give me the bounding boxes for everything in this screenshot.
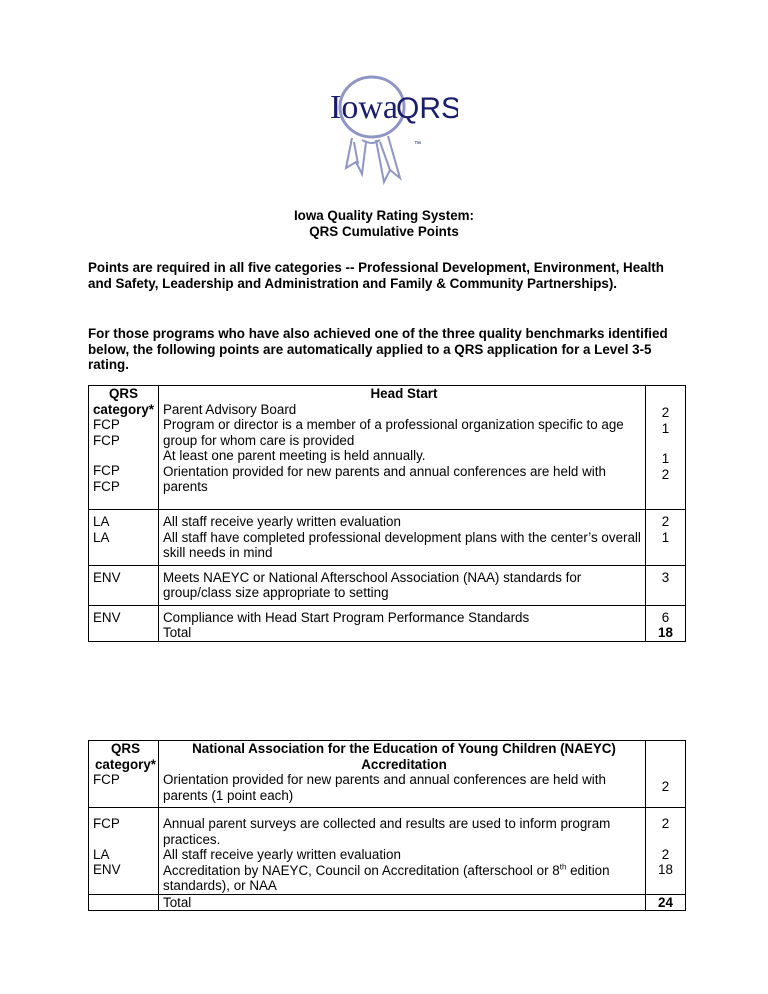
iowa-qrs-logo bbox=[318, 70, 458, 200]
table-row bbox=[89, 894, 686, 911]
title-line-1: Iowa Quality Rating System: bbox=[293, 208, 475, 223]
category-value: LA bbox=[93, 846, 110, 862]
points-value: 1 bbox=[661, 451, 670, 466]
category-value: ENV bbox=[93, 862, 121, 877]
table-row bbox=[89, 605, 686, 641]
table-title: Head Start bbox=[370, 386, 438, 401]
criteria-cell: Meets NAEYC or National Afterschool Association (NAA) standards for group/class size appropriate to setting bbox=[159, 565, 646, 605]
intro-paragraph-1: Points are required in all five categories -- Professional Development, Environment, Health and Safety, Leadership and Administration and Family & Community Partnerships). bbox=[88, 260, 664, 291]
points-value: 2 bbox=[661, 466, 670, 482]
criteria-item: Parent Advisory Board bbox=[163, 401, 297, 417]
ordinal-suffix: th bbox=[559, 862, 567, 872]
points-cell bbox=[646, 510, 686, 566]
category-value: FCP bbox=[93, 772, 120, 787]
points-cell bbox=[646, 741, 686, 808]
criteria-cell bbox=[159, 605, 646, 641]
category-cell bbox=[89, 808, 159, 895]
criteria-cell bbox=[159, 808, 646, 895]
criteria-text: edition standards), or NAA bbox=[163, 862, 610, 893]
points-value: 2 bbox=[661, 405, 670, 420]
table-header-row bbox=[89, 741, 686, 808]
table-title-line-1: National Association for the Education of Young Children (NAEYC) bbox=[192, 741, 616, 756]
points-value: 1 bbox=[661, 420, 670, 436]
category-cell bbox=[89, 510, 159, 566]
criteria-item: Annual parent surveys are collected and results are used to inform program practices. bbox=[163, 816, 611, 847]
points-value: 2 bbox=[661, 846, 670, 862]
category-cell: FCP bbox=[93, 417, 120, 432]
criteria-item: Orientation provided for new parents and annual conferences are held with parents bbox=[163, 463, 606, 494]
criteria-item: Program or director is a member of a professional organization specific to age group for whom care is provided bbox=[163, 417, 624, 448]
category-value: LA bbox=[93, 529, 110, 545]
table-row bbox=[89, 808, 686, 895]
intro-paragraph-2: For those programs who have also achieved one of the three quality benchmarks identified below, the following points are automatically applied to a QRS application for a Level 3-5 rating. bbox=[88, 326, 668, 372]
category-cell: FCP bbox=[93, 432, 120, 448]
category-value: ENV bbox=[93, 609, 121, 625]
criteria-cell bbox=[159, 741, 646, 808]
category-cell bbox=[89, 741, 159, 808]
category-header-line-1: QRS bbox=[108, 386, 139, 401]
naeyc-table bbox=[88, 740, 686, 911]
category-header-line-1: QRS bbox=[110, 741, 141, 756]
category-cell bbox=[89, 894, 159, 911]
svg-text:Iowa: Iowa bbox=[330, 89, 398, 126]
criteria-item: At least one parent meeting is held annually. bbox=[163, 448, 426, 463]
points-cell bbox=[646, 386, 686, 510]
points-value: 18 bbox=[658, 862, 673, 877]
points-value: 1 bbox=[661, 529, 670, 545]
svg-text:™: ™ bbox=[414, 141, 421, 148]
points-cell: 3 bbox=[646, 565, 686, 605]
table-row bbox=[89, 510, 686, 566]
criteria-item: All staff have completed professional development plans with the center’s overall skill needs in mind bbox=[163, 529, 641, 560]
points-cell bbox=[646, 808, 686, 895]
category-header-line-2: category* bbox=[92, 401, 155, 417]
criteria-cell bbox=[159, 386, 646, 510]
criteria-item bbox=[163, 863, 645, 894]
criteria-item: Compliance with Head Start Program Performance Standards bbox=[163, 609, 530, 625]
table-row bbox=[89, 565, 686, 605]
criteria-item: Orientation provided for new parents and annual conferences are held with parents (1 point each) bbox=[163, 772, 606, 803]
table-header-row bbox=[89, 386, 686, 510]
total-value: 18 bbox=[658, 625, 673, 640]
category-value: LA bbox=[93, 514, 110, 529]
head-start-table bbox=[88, 385, 686, 642]
category-value: FCP bbox=[93, 816, 120, 831]
points-value: 2 bbox=[661, 816, 670, 831]
points-value: 2 bbox=[661, 779, 670, 794]
points-value: 2 bbox=[661, 514, 670, 529]
category-cell: ENV bbox=[89, 565, 159, 605]
category-cell bbox=[89, 605, 159, 641]
ribbon-rosette-icon bbox=[318, 70, 458, 200]
category-header bbox=[89, 386, 159, 510]
table-title-line-2: Accreditation bbox=[361, 756, 447, 772]
category-cell: FCP bbox=[93, 463, 120, 478]
svg-text:QRS: QRS bbox=[396, 92, 458, 125]
points-cell bbox=[646, 605, 686, 641]
total-label: Total bbox=[159, 894, 646, 911]
criteria-text: Accreditation by NAEYC, Council on Accreditation (afterschool or 8 bbox=[163, 862, 560, 878]
page-title bbox=[0, 208, 768, 239]
category-cell: FCP bbox=[93, 478, 120, 494]
points-value: 6 bbox=[661, 609, 670, 625]
total-label: Total bbox=[163, 625, 192, 640]
category-header-line-2: category* bbox=[94, 756, 157, 772]
title-line-2: QRS Cumulative Points bbox=[309, 223, 459, 239]
criteria-item: All staff receive yearly written evaluation bbox=[163, 847, 401, 862]
total-value: 24 bbox=[646, 894, 686, 911]
criteria-item: All staff receive yearly written evaluation bbox=[163, 514, 401, 529]
criteria-cell bbox=[159, 510, 646, 566]
